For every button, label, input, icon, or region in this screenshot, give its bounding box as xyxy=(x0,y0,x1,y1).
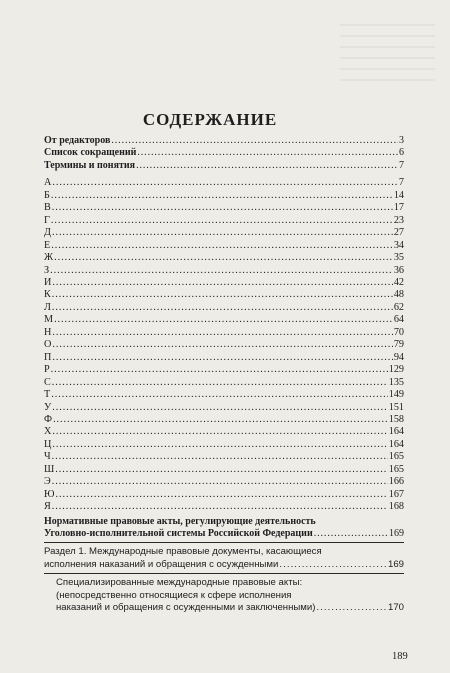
toc-entry xyxy=(44,190,404,202)
toc-entry-page: 94 xyxy=(393,351,404,363)
toc-entry xyxy=(44,327,404,339)
toc-entry xyxy=(44,389,404,401)
toc-entry-page: 149 xyxy=(388,389,404,401)
toc-entry-label: От редакторов xyxy=(44,135,111,146)
toc-entry-specialized-line2: (непосредственно относящиеся к сфере исполнения xyxy=(56,589,292,601)
toc-entry-page: 164 xyxy=(388,426,404,438)
toc-leader-dots xyxy=(55,464,387,476)
toc-entry-page: 35 xyxy=(393,252,404,264)
toc-entry xyxy=(44,364,404,376)
toc-entry-page: 27 xyxy=(393,227,404,239)
toc-entry-label: С xyxy=(44,376,51,388)
toc-entry-label: О xyxy=(44,339,52,351)
toc-entry-page: 7 xyxy=(398,177,404,189)
toc-entry-page: 70 xyxy=(393,326,404,338)
toc-entry-page: 14 xyxy=(393,189,404,201)
toc-entry-specialized-line3: наказаний и обращения с осужденными и заключенными) xyxy=(56,602,316,614)
toc-entry-page: 23 xyxy=(393,214,404,226)
toc-leader-dots xyxy=(111,135,398,147)
contents-title: СОДЕРЖАНИЕ xyxy=(142,110,278,129)
toc-leader-dots xyxy=(52,426,387,438)
toc-entry-specialized-acts xyxy=(44,577,404,614)
toc-entry-section-1-line2: исполнения наказаний и обращения с осужденными xyxy=(44,558,279,570)
toc-entry-normative-acts xyxy=(44,516,404,541)
toc-leader-dots xyxy=(316,602,387,614)
toc-entry xyxy=(44,135,404,147)
toc-entry xyxy=(44,160,404,172)
toc-leader-dots xyxy=(52,277,392,289)
toc-leader-dots xyxy=(314,528,388,540)
toc-entry-label: Ф xyxy=(44,413,53,425)
toc-entry-label: Термины и понятия xyxy=(44,159,136,171)
toc-leader-dots xyxy=(52,339,392,351)
toc-entries xyxy=(44,135,404,514)
toc-entry xyxy=(44,202,404,214)
toc-entry xyxy=(44,451,404,463)
toc-leader-dots xyxy=(52,402,388,414)
toc-entry-section-1 xyxy=(44,546,404,571)
toc-entry-label: В xyxy=(44,202,51,214)
toc-leader-dots xyxy=(54,252,393,264)
toc-entry-label: Ц xyxy=(44,438,52,450)
toc-leader-dots xyxy=(50,265,393,277)
toc-entry-label: Список сокращений xyxy=(44,147,137,159)
toc-entry-page: 6 xyxy=(399,147,404,159)
toc-entry-label: У xyxy=(44,401,52,413)
toc-leader-dots xyxy=(51,215,393,227)
toc-entry-page: 165 xyxy=(388,451,404,463)
toc-entry-label: Г xyxy=(44,214,50,226)
toc-leader-dots xyxy=(52,451,388,463)
table-of-contents xyxy=(44,135,404,615)
toc-leader-dots xyxy=(52,177,398,189)
toc-leader-dots xyxy=(52,501,388,513)
toc-entry xyxy=(44,177,404,189)
toc-entry-label: И xyxy=(44,276,52,288)
toc-entry xyxy=(44,402,404,414)
toc-entry-page: 170 xyxy=(387,602,404,614)
toc-entry-label: П xyxy=(44,351,52,363)
toc-leader-dots xyxy=(52,439,387,451)
toc-leader-dots xyxy=(52,289,393,301)
toc-entry-page: 164 xyxy=(388,438,404,450)
toc-leader-dots xyxy=(51,190,393,202)
toc-leader-dots xyxy=(54,314,393,326)
divider xyxy=(44,542,404,543)
toc-leader-dots xyxy=(137,147,398,159)
toc-entry-page: 62 xyxy=(393,301,404,313)
toc-entry-normative-line2: Уголовно-исполнительной системы Российской Федерации xyxy=(44,528,313,539)
toc-leader-dots xyxy=(51,240,393,252)
toc-entry-page: 3 xyxy=(399,135,404,146)
toc-entry-label: М xyxy=(44,314,54,326)
toc-entry-label: Ж xyxy=(44,252,54,264)
toc-entry-page: 34 xyxy=(393,239,404,251)
toc-entry-label: Я xyxy=(44,501,51,513)
bleed-through-text xyxy=(340,24,435,104)
toc-entry-page: 129 xyxy=(388,364,404,376)
toc-entry xyxy=(44,265,404,277)
toc-entry xyxy=(44,476,404,488)
toc-leader-dots xyxy=(52,476,388,488)
toc-leader-dots xyxy=(51,364,388,376)
page-number: 189 xyxy=(392,651,408,662)
toc-leader-dots xyxy=(55,489,387,501)
toc-entry-label: А xyxy=(44,177,52,189)
toc-entry-label: Л xyxy=(44,301,51,313)
toc-entry-page: 36 xyxy=(393,264,404,276)
toc-entry-page: 166 xyxy=(388,476,404,488)
toc-leader-dots xyxy=(52,227,393,239)
toc-entry xyxy=(44,252,404,264)
toc-entry-specialized-line1: Специализированные международные правовые акты: xyxy=(56,577,303,589)
toc-leader-dots xyxy=(136,160,398,172)
toc-entry xyxy=(44,289,404,301)
toc-entry-label: Ю xyxy=(44,488,55,500)
toc-entry xyxy=(44,147,404,159)
toc-entry xyxy=(44,377,404,389)
toc-entry-label: Ш xyxy=(44,463,55,475)
toc-entry-page: 64 xyxy=(393,314,404,326)
toc-entry-section-1-line1: Раздел 1. Международные правовые документы, касающиеся xyxy=(44,546,322,558)
toc-entry-page: 169 xyxy=(389,528,404,539)
toc-leader-dots xyxy=(52,377,388,389)
toc-entry-page: 7 xyxy=(399,159,404,171)
toc-entry-label: Т xyxy=(44,389,51,401)
toc-entry-label: Р xyxy=(44,364,50,376)
toc-entry xyxy=(44,314,404,326)
toc-entry-label: Е xyxy=(44,239,51,251)
toc-leader-dots xyxy=(52,202,393,214)
toc-entry-page: 165 xyxy=(388,463,404,475)
toc-entry-label: К xyxy=(44,289,51,301)
toc-entry xyxy=(44,464,404,476)
toc-entry-page: 151 xyxy=(388,401,404,413)
toc-leader-dots xyxy=(52,302,393,314)
toc-leader-dots xyxy=(52,352,392,364)
toc-entry xyxy=(44,215,404,227)
toc-entry-page: 135 xyxy=(388,376,404,388)
toc-entry xyxy=(44,339,404,351)
toc-entry xyxy=(44,277,404,289)
toc-entry xyxy=(44,501,404,513)
toc-entry-label: Х xyxy=(44,426,52,438)
toc-entry-normative-line1: Нормативные правовые акты, регулирующие деятельность xyxy=(44,515,316,527)
toc-entry xyxy=(44,489,404,501)
divider xyxy=(44,573,404,574)
toc-entry xyxy=(44,414,404,426)
toc-entry-page: 158 xyxy=(388,413,404,425)
toc-entry-label: Э xyxy=(44,476,51,488)
toc-entry xyxy=(44,439,404,451)
toc-leader-dots xyxy=(52,327,392,339)
toc-entry xyxy=(44,240,404,252)
toc-entry-page: 169 xyxy=(387,558,404,570)
toc-entry xyxy=(44,426,404,438)
toc-entry-page: 79 xyxy=(393,339,404,351)
toc-entry xyxy=(44,352,404,364)
toc-entry xyxy=(44,227,404,239)
toc-entry-label: Д xyxy=(44,227,51,239)
toc-entry-label: Б xyxy=(44,189,50,201)
toc-entry-page: 17 xyxy=(393,202,404,214)
toc-leader-dots xyxy=(53,414,388,426)
toc-entry-page: 167 xyxy=(388,488,404,500)
toc-entry-page: 168 xyxy=(388,501,404,513)
toc-entry-label: Н xyxy=(44,326,52,338)
toc-entry-label: З xyxy=(44,264,50,276)
toc-entry-label: Ч xyxy=(44,451,51,463)
toc-leader-dots xyxy=(279,559,387,571)
toc-entry xyxy=(44,302,404,314)
toc-entry-page: 48 xyxy=(393,289,404,301)
toc-entry-page: 42 xyxy=(393,276,404,288)
toc-leader-dots xyxy=(51,389,387,401)
